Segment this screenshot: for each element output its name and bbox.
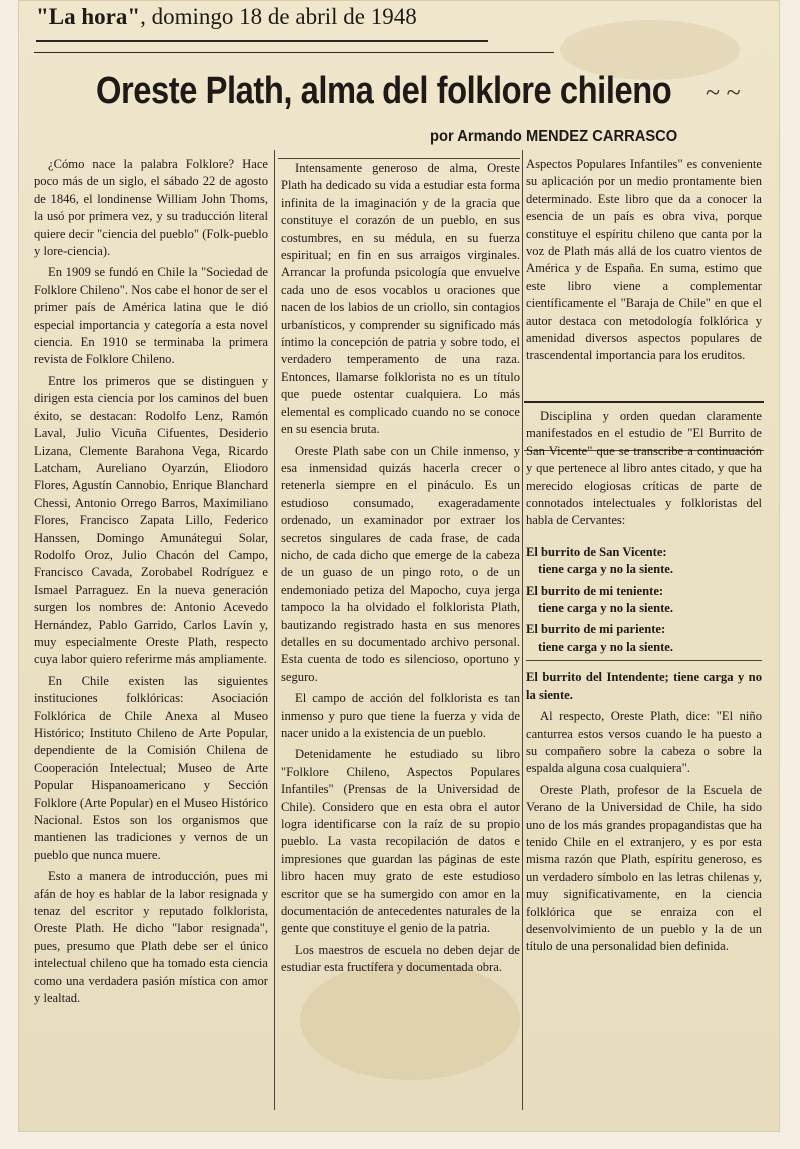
masthead (36, 4, 417, 30)
masthead-rule (36, 40, 488, 42)
paragraph: Oreste Plath, profesor de la Escuela de Verano de la Universidad de Chile, ha sido uno de los más grandes propagandistas que ha tenido Chile en el extranjero, y es por esta misma razón que Plath, espíritu generoso, es un verdadero símbolo en las letras chilenas y, muy significativamente, en la ciencia folklórica que se enraiza con el desenvolvimiento de un pueblo y la de un título de una personalidad bien definida. (526, 782, 762, 954)
column-divider (274, 150, 275, 1110)
paragraph: Disciplina y orden quedan claramente manifestados en el estudio de "El Burrito de San Vicente" que se transcribe a continuación y que pertenece al libro antes citado, y que ha merecido elogiosas críticas de parte de connotados intelectuales y folkloristas del habla de Cervantes: (526, 409, 762, 528)
paragraph: Intensamente generoso de alma, Oreste Plath ha dedicado su vida a estudiar esta forma infinita de la imaginación y de la gracia que constituye el corazón de un pueblo, en sus costumbres, en su médula, en su fuerza espiritual; en fin en sus arraigos virginales. Arrancar la profunda psicología que envuelve cada uno de esos vocablos u oraciones que nacen de los labios de un criollo, sin contagios urbanísticos, y comprender su significado más íntimo la concepción de patria y sobre todo, el verdadero temperamento de una raza. Entonces, llamarse folklorista no es un título que puede ostentar cualquiera. Lo más elemental es complicado cuando no se conoce en su esencia bruta. (281, 161, 520, 437)
verse-line: El burrito de San Vicente: (526, 544, 667, 559)
article-column-1 (34, 156, 268, 1012)
paragraph: En 1909 se fundó en Chile la "Sociedad de Folklore Chileno". Nos cabe el honor de ser el primer país de América latina que le dió especial importancia y categoría a esta novel ciencia. En 1910 se terminaba la primera revista de Folklore Chileno. (34, 265, 268, 367)
paragraph: Entre los primeros que se distinguen y dirigen esta ciencia por los caminos del buen éxito, se destacan: Rodolfo Lenz, Ramón Laval, Julio Vicuña Cifuentes, Desiderio Lizana, Clemente Barahona Vega, Ricardo Latcham, Aureliano Oyarzún, Eliodoro Flores, Agustín Cannobio, Enrique Blanchard Chessi, Antonio Orrego Barros, Maximiliano Flores, Francisco Zapata Lillo, Federico Hanssen, Domingo Amunátegui Solar, Rodolfo Oroz, Julio Chacón del Campo, Francisco Cavada, Zorobabel Rodríguez e Ismael Parraguez. En la nueva generación surgen los nombres de: Antonio Acevedo Hernández, Pablo Garrido, Carlos Lavín y, muy especialmente Oreste Plath, respecto cuya labor quiero referirme más ampliamente. (34, 373, 268, 667)
verse (526, 544, 762, 579)
verse-line: El burrito de mi teniente: (526, 583, 664, 598)
paragraph: Aspectos Populares Infantiles" es conveniente su aplicación por un medio prontamente bien determinado. Este libro que da a conocer la esencia de un país es obra viva, porque constituye el espíritu chileno que canta por la voz de Plath más allá de los cuatro vientos de América y de España. En suma, estimo que este libro viene a complementar científicamente el "Baraja de Chile" en que el autor destaca con metodología folklórica y amenidad diversos aspectos populares de trascendental importancia para los eruditos. (526, 157, 762, 363)
article-column-3 (526, 408, 762, 960)
column-top-rule (278, 158, 520, 159)
newspaper-name: "La hora" (36, 4, 141, 29)
verse-line: tiene carga y no la siente. (538, 639, 674, 654)
paragraph: Detenidamente he estudiado su libro "Folklore Chileno, Aspectos Populares Infantiles" (Prensas de la Universidad de Chile). Considero que en esta obra el autor logra identificarse con la raíz de su propio pueblo. La vasta recopilación de datos e impresiones que guardan las páginas de este libro hacen muy grato de este estudioso escritor que se ha sumergido con amor en la documentación de antecedentes naturales de la gente que constituye el genio de la patria. (281, 747, 520, 936)
paragraph: Esto a manera de introducción, pues mi afán de hoy es hablar de la labor resignada y tenaz del escritor y reputado folklorista, Oreste Plath. He dicho "labor resignada", pues, presumo que Plath debe ser el único intelectual chileno que ha tomado esta ciencia como una verdadera pasión mística con amor y lealtad. (34, 869, 268, 1006)
verse (526, 583, 762, 618)
paragraph: Oreste Plath sabe con un Chile inmenso, y esa inmensidad quizás hacerla crecer o retenerla siempre en el pináculo. Es un estudioso consumado, exageradamente ordenado, un examinador por extraer los secretos singulares de cada frase, de cada nicho, de cada dicho que emerge de la cabeza de un guaso de un pingo roto, o de un endemoniado petiza del Mapocho, cuya jerga tampoco la ha olvidado el folklorista Plath, bautizando registrado hasta en sus menores detalles en su documentado archivo personal. Esta cuenta de todo es silencioso, oportuno y seguro. (281, 443, 520, 684)
headline: Oreste Plath, alma del folklore chileno (96, 70, 672, 112)
article-column-3-top (526, 156, 762, 369)
paragraph: En Chile existen las siguientes instituciones folklóricas: Asociación Folklórica de Chile Anexa al Museo Histórico; Instituto Chileno de Arte Popular, dependiente de la Comisión Chilena de Cooperación Intelectual; Museo de Arte Popular Hispanoamericano y Sección Folklore (Arte Popular) en el Museo Histórico Nacional. Estos son los organismos que mantienen las tradiciones y vernos de un pueblo que nunca muere. (34, 673, 268, 862)
byline: por Armando MENDEZ CARRASCO (430, 128, 678, 145)
section-rule (524, 401, 764, 403)
verse-line: tiene carga y no la siente. (538, 601, 674, 616)
verse: El burrito del Intendente; tiene carga y no la siente. (526, 670, 762, 702)
paragraph: ¿Cómo nace la palabra Folklore? Hace poco más de un siglo, el sábado 22 de agosto de 1846, el londinense William John Thoms, la usó por primera vez, y su traducción literal quiere decir "ciencia del pueblo" (Folk-pueblo y lore-ciencia). (34, 157, 268, 259)
paragraph: Los maestros de escuela no deben dejar de estudiar esta fructífera y documentada obra. (281, 942, 520, 975)
paragraph: El campo de acción del folklorista es tan inmenso y puro que tiene la fuerza y vida de nacer unido a la existencia de un pueblo. (281, 691, 520, 740)
verse (526, 621, 762, 656)
top-rule (34, 52, 554, 53)
publication-date: , domingo 18 de abril de 1948 (140, 4, 417, 29)
headline-ornament: ~ ~ (706, 78, 741, 107)
section-rule (526, 660, 762, 661)
verse-line: El burrito de mi pariente: (526, 622, 666, 637)
article-column-2 (281, 160, 520, 981)
verse-line: tiene carga y no la siente. (538, 562, 674, 577)
paragraph: Al respecto, Oreste Plath, dice: "El niño canturrea estos versos cuando le ha puesto a su compañero sobre la cabeza o sobre la espalda alguna cosa cualquiera". (526, 709, 762, 776)
column-divider (522, 150, 523, 1110)
